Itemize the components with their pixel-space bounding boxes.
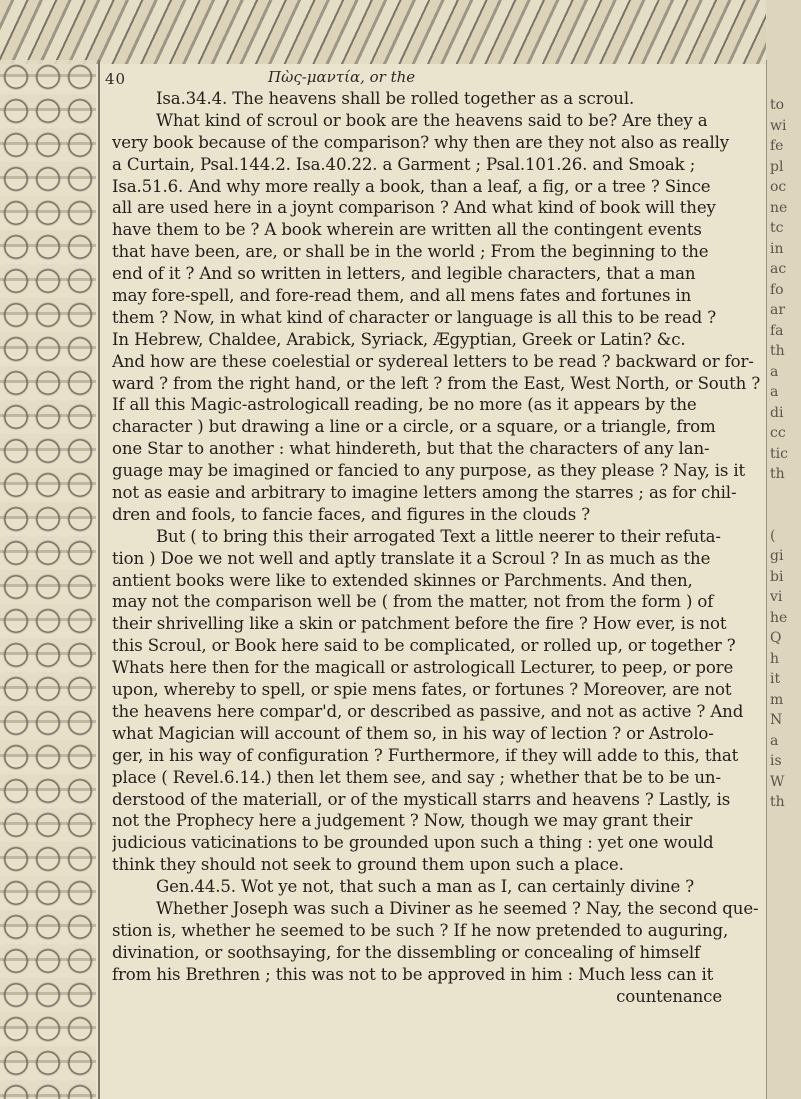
running-head: Πὼς-μαντία, or the bbox=[268, 68, 416, 86]
text-line: judicious vaticinations to be grounded upon such a thing : yet one would bbox=[112, 833, 714, 853]
page-number: 40 bbox=[105, 70, 127, 88]
text-line: the heavens here compar'd, or described as passive, and not as active ? And bbox=[112, 701, 744, 721]
text-line: guage may be imagined or fancied to any purpose, as they please ? Nay, is it bbox=[112, 461, 746, 481]
text-line: Isa.34.4. The heavens shall be rolled together as a scroul. bbox=[156, 89, 635, 108]
margin-fragment bbox=[770, 485, 800, 506]
text-line: antient books were like to extended skinnes or Parchments. And then, bbox=[112, 570, 693, 590]
margin-fragment: wi bbox=[770, 117, 787, 134]
text-line: place ( Revel.6.14.) then let them see, and say ; whether that be to be un- bbox=[112, 767, 721, 787]
margin-fragment: it bbox=[770, 671, 781, 687]
text-line: a Curtain, Psal.144.2. Isa.40.22. a Garment ; Psal.101.26. and Smoak ; bbox=[112, 154, 696, 174]
text-line: derstood of the materiall, or of the mysticall starrs and heavens ? Lastly, is bbox=[112, 789, 731, 809]
text-line: Whats here then for the magicall or astrologicall Lecturer, to peep, or pore bbox=[112, 658, 734, 678]
text-line: from his Brethren ; this was not to be approved in him : Much less can it bbox=[112, 964, 714, 984]
margin-fragment bbox=[770, 505, 800, 526]
facing-page-fragments bbox=[770, 95, 800, 813]
text-line: dren and fools, to fancie faces, and figures in the clouds ? bbox=[112, 504, 590, 524]
margin-fragment: tc bbox=[770, 220, 784, 236]
text-line: divination, or soothsaying, for the dissembling or concealing of himself bbox=[112, 942, 701, 962]
text-line: upon, whereby to spell, or spie mens fates, or fortunes ? Moreover, are not bbox=[112, 680, 732, 700]
margin-fragment: fa bbox=[770, 322, 784, 339]
decorative-left-border bbox=[0, 60, 96, 1099]
margin-fragment: N bbox=[770, 712, 783, 728]
text-line: tion ) Doe we not well and aptly translate it a Scroul ? In as much as the bbox=[112, 548, 711, 568]
text-line: In Hebrew, Chaldee, Arabick, Syriack, Ægyptian, Greek or Latin? &c. bbox=[112, 329, 686, 349]
margin-fragment: Q bbox=[770, 630, 782, 646]
text-line: What kind of scroul or book are the heavens said to be? Are they a bbox=[156, 110, 708, 130]
text-line: have them to be ? A book wherein are written all the contingent events bbox=[112, 220, 702, 240]
body-text bbox=[112, 88, 762, 1007]
text-line: Whether Joseph was such a Diviner as he seemed ? Nay, the second que- bbox=[156, 898, 759, 918]
margin-fragment: fe bbox=[770, 138, 784, 154]
text-line: stion is, whether he seemed to be such ? If he now pretended to auguring, bbox=[112, 920, 729, 940]
margin-fragment: in bbox=[770, 240, 784, 257]
margin-fragment: ar bbox=[770, 302, 786, 318]
margin-fragment: a bbox=[770, 384, 779, 400]
decorative-top-border bbox=[0, 0, 801, 64]
margin-fragment: to bbox=[770, 97, 785, 113]
text-line: very book because of the comparison? why then are they not also as really bbox=[112, 132, 730, 152]
text-line: ward ? from the right hand, or the left ? from the East, West North, or South ? bbox=[112, 373, 761, 393]
margin-fragment: di bbox=[770, 404, 784, 421]
margin-fragment: ne bbox=[770, 199, 788, 216]
text-line: Gen.44.5. Wot ye not, that such a man as I, can certainly divine ? bbox=[156, 877, 695, 897]
text-line: And how are these coelestial or sydereal letters to be read ? backward or for- bbox=[112, 351, 754, 371]
margin-fragment: ac bbox=[770, 261, 787, 277]
page-header bbox=[105, 66, 755, 90]
catchword: countenance bbox=[616, 986, 722, 1006]
text-line: ger, in his way of configuration ? Furthermore, if they will adde to this, that bbox=[112, 745, 739, 765]
text-line: them ? Now, in what kind of character or language is all this to be read ? bbox=[112, 307, 717, 327]
text-line: Isa.51.6. And why more really a book, than a leaf, a fig, or a tree ? Since bbox=[112, 176, 711, 196]
text-line: But ( to bring this their arrogated Text a little neerer to their refuta- bbox=[156, 526, 721, 546]
margin-fragment: he bbox=[770, 609, 788, 626]
text-line: this Scroul, or Book here said to be complicated, or rolled up, or together ? bbox=[112, 636, 736, 656]
margin-fragment: a bbox=[770, 732, 779, 749]
margin-fragment: tic bbox=[770, 445, 788, 462]
margin-fragment: gi bbox=[770, 548, 784, 564]
text-line: end of it ? And so written in letters, and legible characters, that a man bbox=[112, 264, 696, 284]
text-line: not as easie and arbitrary to imagine letters among the starres ; as for chil- bbox=[112, 483, 737, 503]
text-line: all are used here in a joynt comparison ? And what kind of book will they bbox=[112, 198, 716, 218]
text-line: their shrivelling like a skin or patchment before the fire ? How ever, is not bbox=[112, 614, 727, 634]
text-line: may not the comparison well be ( from the matter, not from the form ) of bbox=[112, 592, 714, 612]
margin-fragment: bi bbox=[770, 568, 784, 585]
text-line: what Magician will account of them so, in his way of lection ? or Astrolo- bbox=[112, 723, 714, 743]
margin-fragment: fo bbox=[770, 281, 784, 298]
margin-fragment: ( bbox=[770, 527, 776, 544]
text-line: character ) but drawing a line or a circle, or a square, or a triangle, from bbox=[112, 417, 716, 437]
margin-fragment: m bbox=[770, 691, 784, 708]
left-rule bbox=[98, 60, 100, 1099]
margin-fragment: pl bbox=[770, 158, 784, 175]
margin-fragment: th bbox=[770, 466, 785, 482]
text-line: may fore-spell, and fore-read them, and all mens fates and fortunes in bbox=[112, 286, 692, 306]
margin-fragment: is bbox=[770, 753, 782, 769]
margin-fragment: oc bbox=[770, 179, 787, 195]
text-line: think they should not seek to ground them upon such a place. bbox=[112, 855, 624, 875]
margin-fragment: th bbox=[770, 343, 785, 359]
margin-fragment: a bbox=[770, 363, 779, 380]
margin-fragment: cc bbox=[770, 425, 786, 441]
right-rule bbox=[766, 60, 767, 1099]
margin-fragment: W bbox=[770, 773, 785, 790]
text-line: that have been, are, or shall be in the world ; From the beginning to the bbox=[112, 242, 709, 262]
margin-fragment: h bbox=[770, 650, 780, 667]
text-line: one Star to another : what hindereth, but that the characters of any lan- bbox=[112, 439, 710, 459]
margin-fragment: vi bbox=[770, 589, 783, 605]
text-line: If all this Magic-astrologicall reading, be no more (as it appears by the bbox=[112, 395, 697, 415]
margin-fragment: th bbox=[770, 794, 785, 810]
text-line: not the Prophecy here a judgement ? Now, though we may grant their bbox=[112, 811, 693, 831]
